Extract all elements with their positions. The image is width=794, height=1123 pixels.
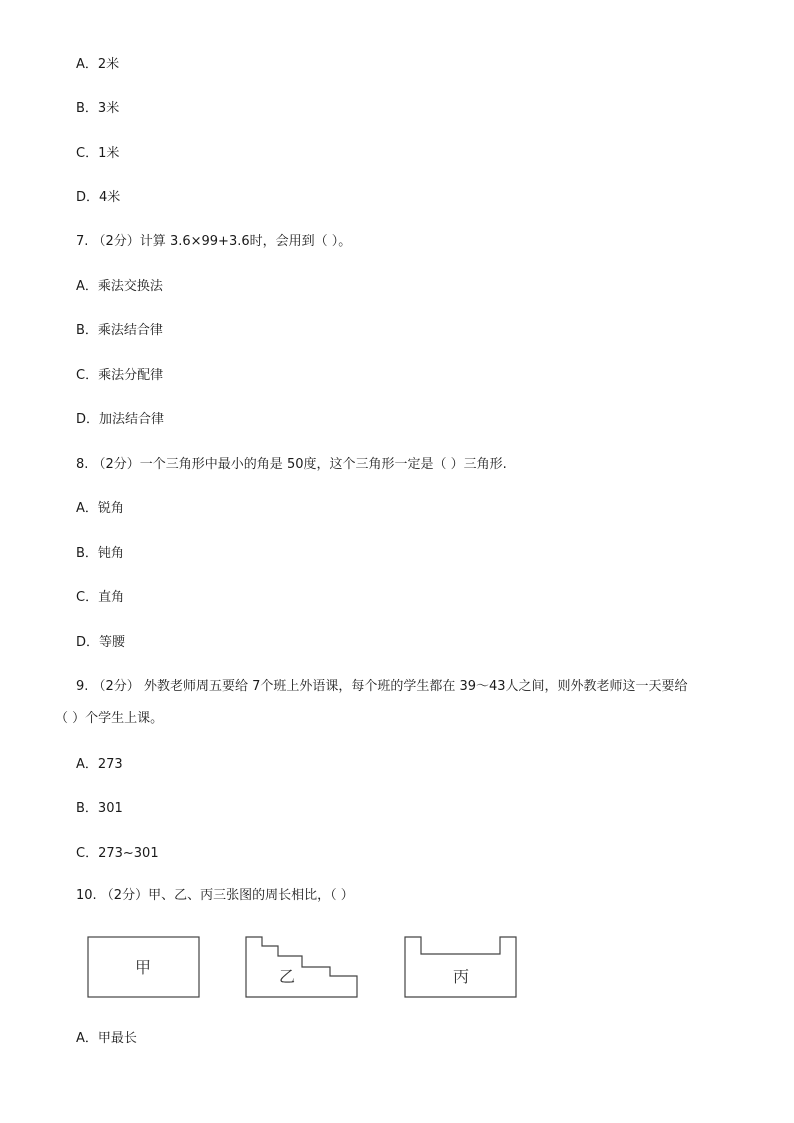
q9-stem-line2: （ ）个学生上课。 [55,711,164,726]
figure-jia [88,937,199,997]
q6-option-b[interactable]: B．3米 [76,101,120,116]
q9-stem-line1: 9. （2分） 外教老师周五要给 7个班上外语课，每个班的学生都在 39～43人之间，则外教老师这一天要给 [76,679,688,694]
q10-stem: 10. （2分）甲、乙、丙三张图的周长相比，（ ） [76,888,354,903]
figure-bing [405,937,516,997]
q7-option-d[interactable]: D．加法结合律 [76,412,165,427]
q7-option-b[interactable]: B．乘法结合律 [76,323,163,338]
q10-option-a[interactable]: A．甲最长 [76,1031,137,1046]
q8-option-b[interactable]: B．钝角 [76,546,124,561]
q9-option-a[interactable]: A．273 [76,757,123,772]
q8-stem: 8. （2分）一个三角形中最小的角是 50度，这个三角形一定是（ ）三角形. [76,457,507,472]
q7-option-c[interactable]: C．乘法分配律 [76,368,164,383]
q9-option-b[interactable]: B．301 [76,801,123,816]
q6-option-d[interactable]: D．4米 [76,190,121,205]
figure-yi-label: 乙 [278,967,296,986]
q7-stem: 7. （2分）计算 3.6×99+3.6时，会用到（ ）。 [76,234,352,249]
q9-option-c[interactable]: C．273~301 [76,846,159,861]
figure-bing-label: 丙 [452,967,470,986]
figure-jia-label: 甲 [134,958,152,977]
q6-option-c[interactable]: C．1米 [76,146,120,161]
q6-option-a[interactable]: A．2米 [76,57,120,72]
q7-option-a[interactable]: A．乘法交换法 [76,279,163,294]
q8-option-a[interactable]: A．锐角 [76,501,124,516]
q8-option-c[interactable]: C．直角 [76,590,125,605]
q8-option-d[interactable]: D．等腰 [76,635,126,650]
figure-yi [246,937,357,997]
